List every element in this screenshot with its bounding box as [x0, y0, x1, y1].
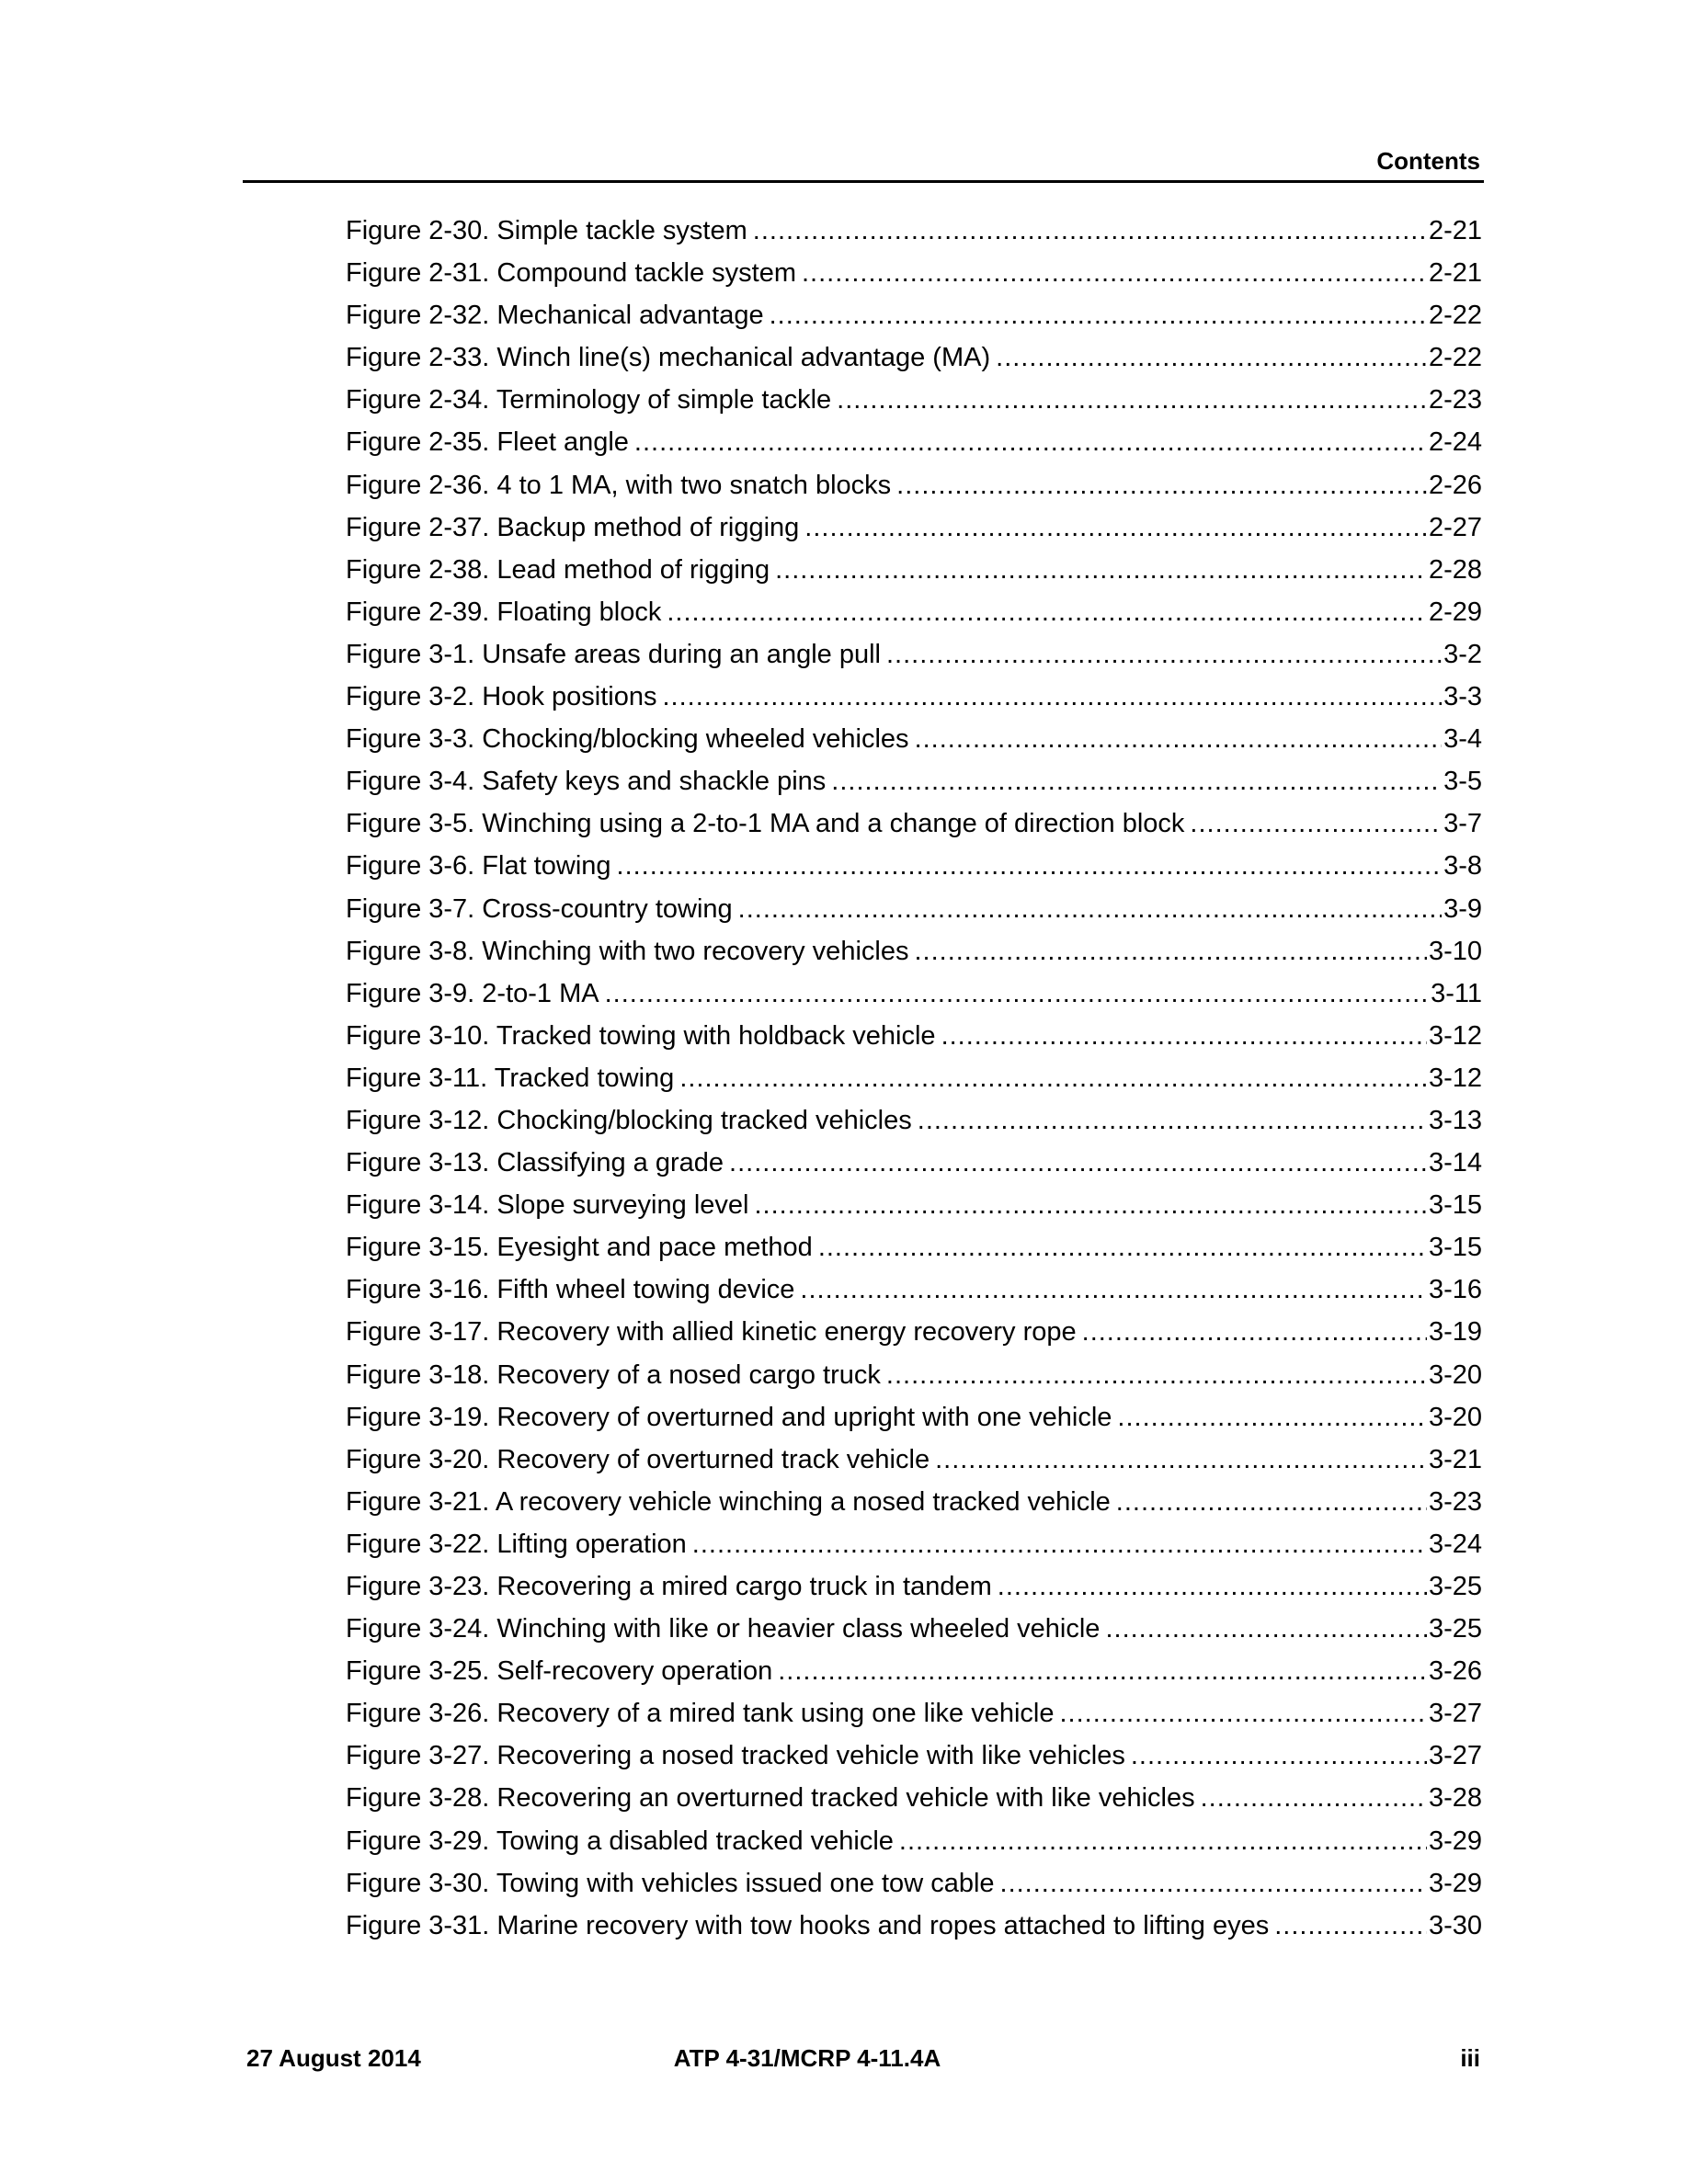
- toc-entry-page: 3-27: [1428, 1699, 1482, 1729]
- toc-entry[interactable]: [346, 1825, 1482, 1867]
- dot-leader: [667, 596, 1427, 629]
- toc-entry-page: 2-21: [1428, 258, 1482, 289]
- dot-leader: [1000, 1867, 1427, 1900]
- toc-entry-page: 2-24: [1428, 427, 1482, 458]
- toc-entry[interactable]: [346, 722, 1482, 765]
- toc-entry-label: Figure 3-27. Recovering a nosed tracked vehicle with like vehicles: [346, 1741, 1125, 1771]
- toc-entry-label: Figure 3-23. Recovering a mired cargo truck in tandem: [346, 1572, 992, 1601]
- toc-entry[interactable]: [346, 1231, 1482, 1273]
- toc-entry[interactable]: [346, 1315, 1482, 1358]
- dot-leader: [935, 1443, 1427, 1476]
- toc-entry-label: Figure 3-4. Safety keys and shackle pins: [346, 767, 827, 797]
- toc-entry-page: 3-8: [1443, 851, 1482, 882]
- toc-entry[interactable]: [346, 1655, 1482, 1697]
- toc-entry-page: 3-24: [1428, 1529, 1482, 1559]
- toc-entry-label: Figure 3-28. Recovering an overturned tracked vehicle with like vehicles: [346, 1783, 1195, 1814]
- toc-entry-page: 3-29: [1428, 1826, 1482, 1856]
- toc-entry-page: 3-19: [1428, 1317, 1482, 1348]
- dot-leader: [998, 1570, 1427, 1603]
- toc-entry[interactable]: [346, 935, 1482, 977]
- toc-entry-label: Figure 3-12. Chocking/blocking tracked vehicles: [346, 1105, 912, 1135]
- toc-entry-label: Figure 2-30. Simple tackle system: [346, 216, 747, 245]
- toc-entry[interactable]: [346, 553, 1482, 596]
- dot-leader: [1117, 1401, 1427, 1434]
- toc-entry-label: Figure 3-24. Winching with like or heavier class wheeled vehicle: [346, 1614, 1101, 1644]
- toc-entry-page: 3-15: [1428, 1190, 1482, 1221]
- toc-entry-page: 3-11: [1431, 978, 1482, 1008]
- footer-page-number: iii: [1460, 2044, 1480, 2072]
- toc-entry-page: 3-16: [1428, 1275, 1482, 1305]
- toc-entry[interactable]: [346, 1612, 1482, 1655]
- toc-entry-page: 3-25: [1428, 1614, 1482, 1644]
- toc-entry[interactable]: [346, 214, 1482, 256]
- toc-entry-label: Figure 3-20. Recovery of overturned track vehicle: [346, 1444, 930, 1474]
- toc-entry-label: Figure 3-22. Lifting operation: [346, 1529, 687, 1559]
- toc-entry-page: 2-26: [1428, 470, 1482, 500]
- toc-entry-label: Figure 3-31. Marine recovery with tow hooks and ropes attached to lifting eyes: [346, 1910, 1270, 1940]
- toc-entry-label: Figure 2-38. Lead method of rigging: [346, 554, 770, 585]
- toc-entry-label: Figure 3-3. Chocking/blocking wheeled vehicles: [346, 724, 909, 755]
- dot-leader: [754, 1189, 1426, 1222]
- toc-entry-page: 2-29: [1428, 597, 1482, 627]
- toc-entry-page: 3-15: [1428, 1233, 1482, 1263]
- toc-entry-label: Figure 3-1. Unsafe areas during an angle pull: [346, 639, 881, 669]
- toc-entry[interactable]: [346, 1485, 1482, 1528]
- toc-entry-label: Figure 3-19. Recovery of overturned and upright with one vehicle: [346, 1402, 1112, 1432]
- dot-leader: [1116, 1485, 1427, 1519]
- toc-entry[interactable]: [346, 1359, 1482, 1401]
- toc-entry-label: Figure 3-13. Classifying a grade: [346, 1148, 724, 1178]
- dot-leader: [1105, 1612, 1427, 1645]
- toc-entry[interactable]: [346, 893, 1482, 935]
- toc-entry-label: Figure 3-17. Recovery with allied kinetic energy recovery rope: [346, 1317, 1077, 1348]
- toc-entry-label: Figure 3-5. Winching using a 2-to-1 MA and a change of direction block: [346, 809, 1185, 839]
- toc-entry-page: 3-12: [1428, 1020, 1482, 1051]
- footer-publication: ATP 4-31/MCRP 4-11.4A: [673, 2044, 941, 2072]
- toc-entry[interactable]: [346, 977, 1482, 1019]
- toc-entry[interactable]: [346, 1570, 1482, 1612]
- footer-date: 27 August 2014: [246, 2044, 421, 2072]
- dot-leader: [896, 469, 1427, 502]
- toc-entry[interactable]: [346, 511, 1482, 553]
- toc-entry-page: 3-12: [1428, 1063, 1482, 1093]
- dot-leader: [605, 977, 1430, 1010]
- toc-entry-page: 3-4: [1443, 724, 1482, 755]
- toc-entry-page: 3-3: [1443, 682, 1482, 712]
- toc-entry[interactable]: [346, 638, 1482, 680]
- toc-entry-label: Figure 3-6. Flat towing: [346, 851, 611, 882]
- dot-leader: [886, 1359, 1427, 1392]
- dot-leader: [753, 214, 1427, 247]
- toc-entry-page: 3-5: [1443, 767, 1482, 797]
- toc-entry[interactable]: [346, 765, 1482, 807]
- toc-entry-page: 2-23: [1428, 385, 1482, 415]
- toc-entry-page: 2-22: [1428, 343, 1482, 373]
- toc-entry-page: 3-25: [1428, 1572, 1482, 1601]
- dot-leader: [804, 511, 1427, 544]
- dot-leader: [692, 1528, 1427, 1561]
- toc-entry[interactable]: [346, 1401, 1482, 1443]
- dot-leader: [996, 341, 1427, 374]
- toc-entry-label: Figure 3-21. A recovery vehicle winching a nosed tracked vehicle: [346, 1486, 1111, 1517]
- toc-entry-label: Figure 3-30. Towing with vehicles issued one tow cable: [346, 1868, 995, 1898]
- toc-entry[interactable]: [346, 1019, 1482, 1062]
- page-header: [243, 143, 1484, 183]
- toc-entry[interactable]: [346, 426, 1482, 468]
- dot-leader: [738, 893, 1442, 926]
- toc-entry[interactable]: [346, 1697, 1482, 1739]
- toc-entry-label: Figure 3-18. Recovery of a nosed cargo truck: [346, 1359, 881, 1390]
- toc-entry-label: Figure 3-8. Winching with two recovery vehicles: [346, 936, 909, 966]
- toc-entry-label: Figure 2-35. Fleet angle: [346, 427, 629, 458]
- dot-leader: [634, 426, 1427, 459]
- toc-entry[interactable]: [346, 1104, 1482, 1146]
- toc-entry-label: Figure 3-10. Tracked towing with holdback vehicle: [346, 1020, 936, 1051]
- toc-entry-label: Figure 3-7. Cross-country towing: [346, 893, 733, 924]
- dot-leader: [802, 256, 1427, 290]
- toc-entry-label: Figure 2-37. Backup method of rigging: [346, 512, 800, 542]
- dot-leader: [831, 765, 1442, 798]
- toc-entry-page: 2-22: [1428, 301, 1482, 331]
- dot-leader: [941, 1019, 1427, 1052]
- toc-entry-label: Figure 3-14. Slope surveying level: [346, 1190, 749, 1221]
- toc-entry[interactable]: [346, 1443, 1482, 1485]
- dot-leader: [899, 1825, 1427, 1858]
- toc-entry-label: Figure 2-34. Terminology of simple tackle: [346, 385, 832, 415]
- toc-entry[interactable]: [346, 807, 1482, 849]
- toc-entry-page: 3-23: [1428, 1486, 1482, 1517]
- toc-entry-page: 3-10: [1428, 936, 1482, 966]
- dot-leader: [663, 680, 1443, 713]
- toc-entry-page: 3-20: [1428, 1402, 1482, 1432]
- header-title: Contents: [1376, 147, 1480, 175]
- toc-entry[interactable]: [346, 680, 1482, 722]
- toc-entry-page: 2-28: [1428, 554, 1482, 585]
- toc-entry-page: 3-29: [1428, 1868, 1482, 1898]
- dot-leader: [918, 1104, 1427, 1137]
- dot-leader: [800, 1273, 1427, 1306]
- dot-leader: [617, 849, 1443, 882]
- dot-leader: [1060, 1697, 1427, 1730]
- dot-leader: [778, 1655, 1427, 1688]
- dot-leader: [729, 1146, 1427, 1179]
- toc-entry-page: 3-7: [1443, 809, 1482, 839]
- toc-entry[interactable]: [346, 1062, 1482, 1104]
- toc-entry[interactable]: [346, 1739, 1482, 1781]
- toc-entry[interactable]: [346, 1528, 1482, 1570]
- toc-entry-page: 3-13: [1428, 1105, 1482, 1135]
- dot-leader: [1201, 1781, 1427, 1814]
- toc-entry[interactable]: [346, 1867, 1482, 1909]
- toc-entry-page: 3-28: [1428, 1783, 1482, 1814]
- toc-entry[interactable]: [346, 1909, 1482, 1951]
- dot-leader: [818, 1231, 1427, 1264]
- dot-leader: [775, 553, 1427, 586]
- toc-entry-label: Figure 3-16. Fifth wheel towing device: [346, 1275, 795, 1305]
- toc-entry[interactable]: [346, 849, 1482, 892]
- toc-entry[interactable]: [346, 469, 1482, 511]
- toc-entry-label: Figure 3-29. Towing a disabled tracked vehicle: [346, 1826, 894, 1856]
- toc-entry[interactable]: [346, 1189, 1482, 1231]
- dot-leader: [914, 935, 1426, 968]
- toc-entry-page: 3-26: [1428, 1656, 1482, 1687]
- toc-entry-page: 3-27: [1428, 1741, 1482, 1771]
- dot-leader: [770, 299, 1427, 332]
- dot-leader: [679, 1062, 1427, 1095]
- dot-leader: [915, 722, 1443, 756]
- toc-entry-page: 3-30: [1428, 1910, 1482, 1940]
- dot-leader: [886, 638, 1442, 671]
- toc-entry-label: Figure 2-31. Compound tackle system: [346, 258, 796, 289]
- toc-entry-label: Figure 3-26. Recovery of a mired tank using one like vehicle: [346, 1699, 1055, 1729]
- dot-leader: [1082, 1315, 1427, 1348]
- toc-entry-label: Figure 3-25. Self-recovery operation: [346, 1656, 773, 1687]
- toc-entry-page: 3-14: [1428, 1148, 1482, 1178]
- dot-leader: [1131, 1739, 1427, 1772]
- toc-entry-page: 3-2: [1443, 639, 1482, 669]
- toc-entry[interactable]: [346, 256, 1482, 299]
- toc-entry-page: 3-21: [1428, 1444, 1482, 1474]
- toc-entry-page: 2-27: [1428, 512, 1482, 542]
- toc-entry-label: Figure 3-2. Hook positions: [346, 682, 657, 712]
- toc-entry-page: 3-9: [1443, 893, 1482, 924]
- toc-entry-label: Figure 3-15. Eyesight and pace method: [346, 1233, 813, 1263]
- list-of-figures: [346, 214, 1482, 1951]
- toc-entry-label: Figure 2-32. Mechanical advantage: [346, 301, 764, 331]
- toc-entry-page: 2-21: [1428, 216, 1482, 245]
- toc-entry-label: Figure 3-11. Tracked towing: [346, 1063, 675, 1093]
- toc-entry[interactable]: [346, 1146, 1482, 1189]
- dot-leader: [1190, 807, 1442, 840]
- toc-entry[interactable]: [346, 1781, 1482, 1824]
- toc-entry[interactable]: [346, 1273, 1482, 1315]
- toc-entry-label: Figure 3-9. 2-to-1 MA: [346, 978, 599, 1008]
- dot-leader: [1274, 1909, 1427, 1942]
- toc-entry[interactable]: [346, 383, 1482, 426]
- toc-entry-page: 3-20: [1428, 1359, 1482, 1390]
- toc-entry-label: Figure 2-33. Winch line(s) mechanical advantage (MA): [346, 343, 991, 373]
- dot-leader: [837, 383, 1427, 416]
- toc-entry[interactable]: [346, 299, 1482, 341]
- toc-entry-label: Figure 2-36. 4 to 1 MA, with two snatch blocks: [346, 470, 892, 500]
- toc-entry[interactable]: [346, 596, 1482, 638]
- toc-entry-label: Figure 2-39. Floating block: [346, 597, 662, 627]
- toc-entry[interactable]: [346, 341, 1482, 383]
